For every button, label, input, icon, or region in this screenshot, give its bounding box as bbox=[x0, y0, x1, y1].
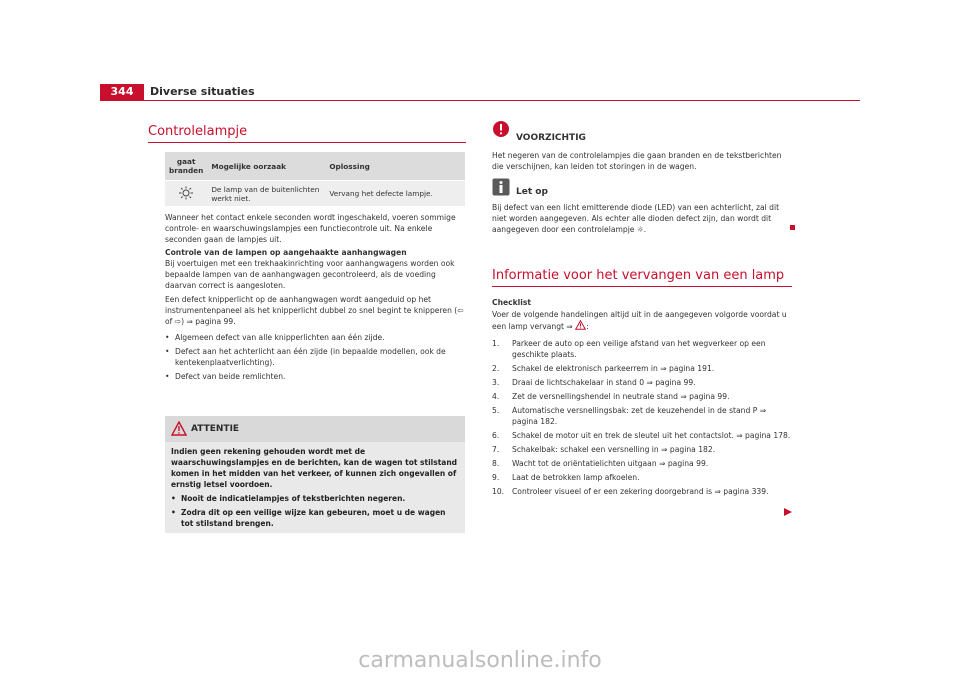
attention-box bbox=[165, 416, 465, 533]
list-item: 1. Parkeer de auto op een veilige afstand van het wegverkeer op een geschikte plaats. bbox=[492, 339, 766, 359]
list-item: 7. Schakelbak: schakel een versnelling in ⇒ pagina 182. bbox=[492, 445, 716, 454]
warning-triangle-icon bbox=[171, 421, 187, 436]
col-header-gaat-branden: gaat branden bbox=[165, 152, 207, 181]
checklist-steps bbox=[492, 338, 792, 497]
list-item: • Algemeen defect van alle knipperlichten aan één zijde. bbox=[165, 332, 465, 343]
watermark: carmanualsonline.info bbox=[358, 648, 602, 673]
end-marker bbox=[790, 225, 795, 230]
bulb-icon bbox=[165, 181, 207, 207]
col-header-cause: Mogelijke oorzaak bbox=[207, 152, 325, 181]
list-item: • Zodra dit op een veilige wijze kan gebeuren, moet u de wagen tot stilstand brengen. bbox=[171, 507, 459, 529]
control-table bbox=[165, 152, 465, 206]
checklist bbox=[492, 297, 792, 500]
checklist-intro-text: Voer de volgende handelingen altijd uit in de aangegeven volgorde voordat u een lamp vervangt ⇒ bbox=[492, 310, 787, 331]
list-item: • Defect van beide remlichten. bbox=[165, 371, 465, 382]
running-title: Diverse situaties bbox=[150, 85, 255, 98]
section-rule bbox=[492, 286, 792, 287]
subhead-trailer: Controle van de lampen op aangehaakte aanhangwagen bbox=[165, 248, 407, 257]
warning-triangle-icon bbox=[575, 320, 586, 330]
header-rule bbox=[100, 100, 860, 101]
list-item: 2. Schakel de elektronisch parkeerrem in ⇒ pagina 191. bbox=[492, 364, 715, 373]
checklist-intro: Voer de volgende handelingen altijd uit in de aangegeven volgorde voordat u een lamp vervangt ⇒ : bbox=[492, 310, 787, 331]
checklist-title: Checklist bbox=[492, 298, 532, 307]
caution-circle-icon bbox=[492, 120, 510, 138]
list-item: 3. Draai de lichtschakelaar in stand 0 ⇒ pagina 99. bbox=[492, 378, 696, 387]
list-item: 5. Automatische versnellingsbak: zet de keuzehendel in de stand P ⇒ pagina 182. bbox=[492, 406, 767, 426]
section-title-controlelampje: Controlelampje bbox=[148, 124, 248, 139]
attention-header bbox=[165, 416, 465, 442]
table-row bbox=[165, 181, 465, 207]
page-number: 344 bbox=[100, 84, 144, 100]
list-item: 9. Laat de betrokken lamp afkoelen. bbox=[492, 473, 640, 482]
paragraph-function-check: Wanneer het contact enkele seconden wordt ingeschakeld, voeren sommige controle- en waarschuwingslampjes een functiecontrole uit. Na enkele seconden gaan de lampjes uit. bbox=[165, 213, 456, 244]
caution-label: VOORZICHTIG bbox=[516, 133, 586, 143]
note-text: Bij defect van een licht emitterende diode (LED) van een achterlicht, zal dit niet worden aangegeven. Als echter alle dioden defect zijn, dan wordt dit aangegeven door een controlelampje ☼. bbox=[492, 203, 780, 234]
paragraph-trailer: Bij voertuigen met een trekhaakinrichting voor aanhangwagens worden ook bepaalde lampen van de aanhangwagen gecontroleerd, als de voeding daarvan correct is aangesloten. bbox=[165, 259, 455, 290]
attention-text: Indien geen rekening gehouden wordt met de waarschuwingslampjes en de berichten, kan de wagen tot stilstand komen in het midden van het verkeer, of kunnen zich ongevallen of ernstig letsel voordoen. bbox=[171, 447, 458, 489]
section-title-vervangen: Informatie voor het vervangen van een lamp bbox=[492, 268, 785, 283]
section-rule bbox=[148, 142, 466, 143]
info-icon bbox=[492, 178, 510, 196]
col-header-solution: Oplossing bbox=[325, 152, 465, 181]
note-label: Let op bbox=[516, 187, 548, 197]
cell-cause: De lamp van de buitenlichten werkt niet. bbox=[207, 181, 325, 207]
list-item: 4. Zet de versnellingshendel in neutrale stand ⇒ pagina 99. bbox=[492, 392, 730, 401]
table-header-row bbox=[165, 152, 465, 181]
paragraph-indicator: Een defect knipperlicht op de aanhangwagen wordt aangeduid op het instrumentenpaneel als het knipperlicht dubbel zo snel begint te knipperen (⇦ of ⇨) ⇒ pagina 99. bbox=[165, 295, 464, 326]
list-item: • Defect aan het achterlicht aan één zijde (in bepaalde modellen, ook de kentekenplaatverlichting). bbox=[165, 346, 465, 368]
continue-arrow-icon bbox=[784, 508, 792, 516]
attention-body bbox=[165, 442, 465, 533]
list-item: 8. Wacht tot de oriëntatielichten uitgaan ⇒ pagina 99. bbox=[492, 459, 709, 468]
cell-solution: Vervang het defecte lampje. bbox=[325, 181, 465, 207]
left-body-text bbox=[165, 212, 465, 382]
caution-text: Het negeren van de controlelampjes die gaan branden en de tekstberichten die verschijnen, kan leiden tot storingen in de wagen. bbox=[492, 151, 782, 171]
attention-label: ATTENTIE bbox=[191, 424, 240, 434]
list-item: • Nooit de indicatielampjes of tekstberichten negeren. bbox=[171, 493, 459, 504]
list-item: 6. Schakel de motor uit en trek de sleutel uit het contactslot. ⇒ pagina 178. bbox=[492, 431, 791, 440]
list-item: 10. Controleer visueel of er een zekering doorgebrand is ⇒ pagina 339. bbox=[492, 487, 769, 496]
